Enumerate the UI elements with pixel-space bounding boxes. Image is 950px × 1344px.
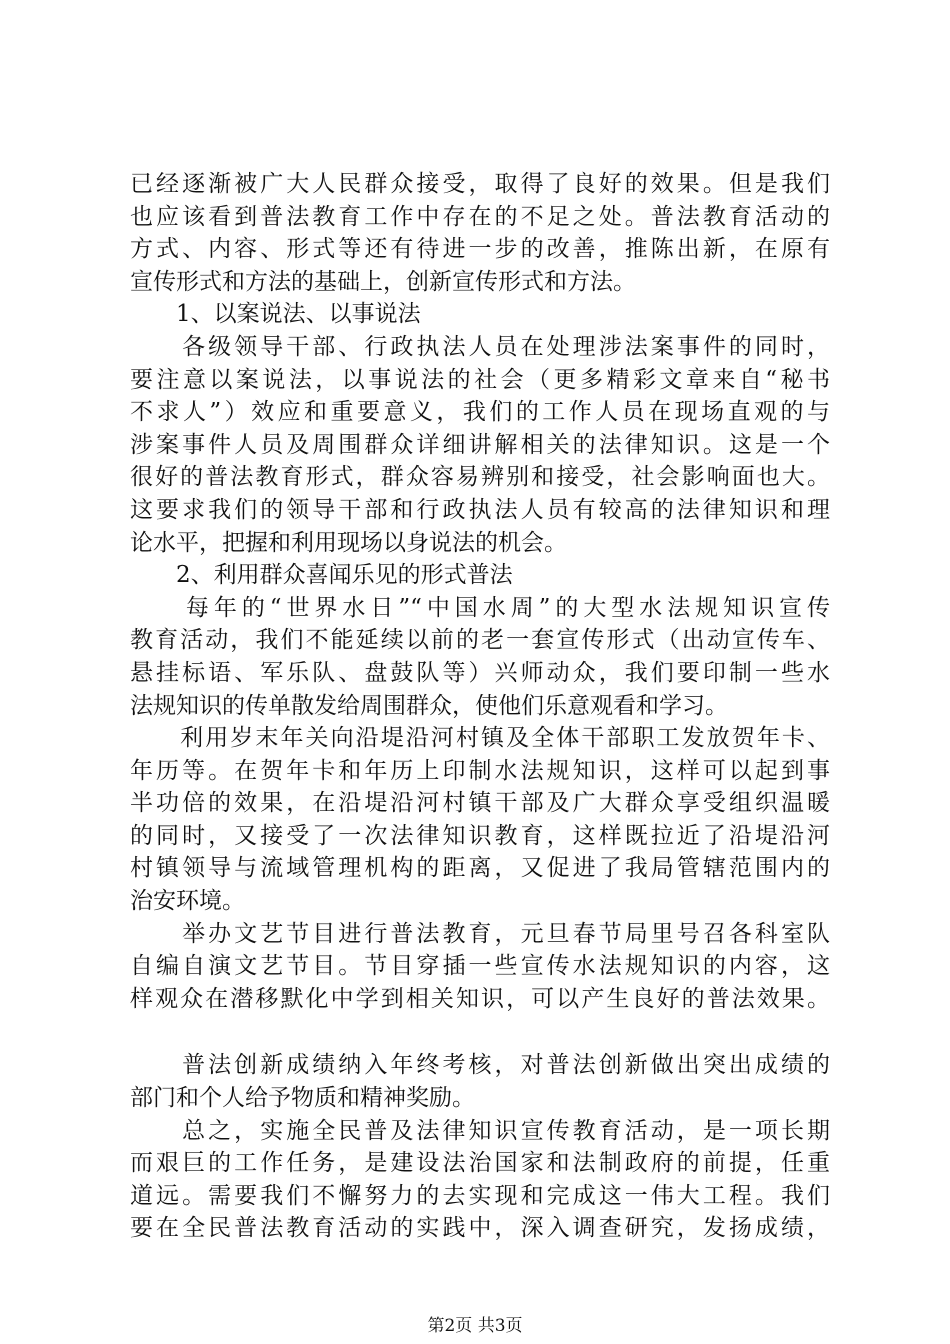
text-line: 自编自演文艺节目。节目穿插一些宣传水法规知识的内容，这: [130, 953, 830, 980]
text-line: 普法创新成绩纳入年终考核，对普法创新做出突出成绩的: [130, 1052, 830, 1079]
text-line: 各级领导干部、行政执法人员在处理涉法案事件的同时，: [130, 333, 830, 360]
text-line: 道远。需要我们不懈努力的去实现和完成这一伟大工程。我们: [130, 1182, 830, 1209]
text-line: 宣传形式和方法的基础上，创新宣传形式和方法。: [130, 268, 636, 295]
text-line: 也应该看到普法教育工作中存在的不足之处。普法教育活动的: [130, 203, 830, 230]
text-line: 已经逐渐被广大人民群众接受，取得了良好的效果。但是我们: [130, 171, 830, 197]
text-line: 半功倍的效果，在沿堤沿河村镇干部及广大群众享受组织温暖: [130, 790, 830, 817]
section-heading: 2、利用群众喜闻乐见的形式普法: [130, 562, 513, 589]
text-line: 方式、内容、形式等还有待进一步的改善，推陈出新，在原有: [130, 236, 830, 263]
text-line: 举办文艺节目进行普法教育，元旦春节局里号召各科室队: [130, 920, 830, 947]
text-line: 这要求我们的领导干部和行政执法人员有较高的法律知识和理: [130, 496, 830, 523]
text-line: 法规知识的传单散发给周围群众，使他们乐意观看和学习。: [130, 692, 728, 719]
section-heading: 1、以案说法、以事说法: [130, 301, 421, 328]
text-line: 涉案事件人员及周围群众详细讲解相关的法律知识。这是一个: [130, 431, 830, 458]
text-line: 总之，实施全民普及法律知识宣传教育活动，是一项长期: [130, 1117, 830, 1144]
text-line: 利用岁末年关向沿堤沿河村镇及全体干部职工发放贺年卡、: [130, 725, 830, 752]
paragraph-gap: [130, 1015, 830, 1049]
text-line: 很好的普法教育形式，群众容易辨别和接受，社会影响面也大。: [130, 464, 830, 491]
text-line: 悬挂标语、军乐队、盘鼓队等）兴师动众，我们要印制一些水: [130, 659, 830, 686]
text-line: 教育活动，我们不能延续以前的老一套宣传形式（出动宣传车、: [130, 627, 830, 654]
text-line: 治安环境。: [130, 888, 245, 915]
text-line: 要注意以案说法，以事说法的社会（更多精彩文章来自“秘书: [130, 366, 830, 393]
text-line: 年历等。在贺年卡和年历上印制水法规知识，这样可以起到事: [130, 757, 830, 784]
text-line: 的同时，又接受了一次法律知识教育，这样既拉近了沿堤沿河: [130, 822, 830, 849]
document-body: [130, 168, 830, 1245]
text-line: 每年的“世界水日”“中国水周”的大型水法规知识宣传: [130, 594, 830, 621]
text-line: 而艰巨的工作任务，是建设法治国家和法制政府的前提，任重: [130, 1150, 830, 1177]
text-line: 样观众在潜移默化中学到相关知识，可以产生良好的普法效果。: [130, 985, 830, 1012]
text-line: 不求人”）效应和重要意义，我们的工作人员在现场直观的与: [130, 399, 830, 426]
text-line: 村镇领导与流域管理机构的距离，又促进了我局管辖范围内的: [130, 855, 830, 882]
text-line: 论水平，把握和利用现场以身说法的机会。: [130, 529, 567, 556]
text-line: 要在全民普法教育活动的实践中，深入调查研究，发扬成绩，: [130, 1215, 830, 1242]
text-line: 部门和个人给予物质和精神奖励。: [130, 1085, 475, 1112]
page-footer: 第2页 共3页: [427, 1316, 523, 1336]
